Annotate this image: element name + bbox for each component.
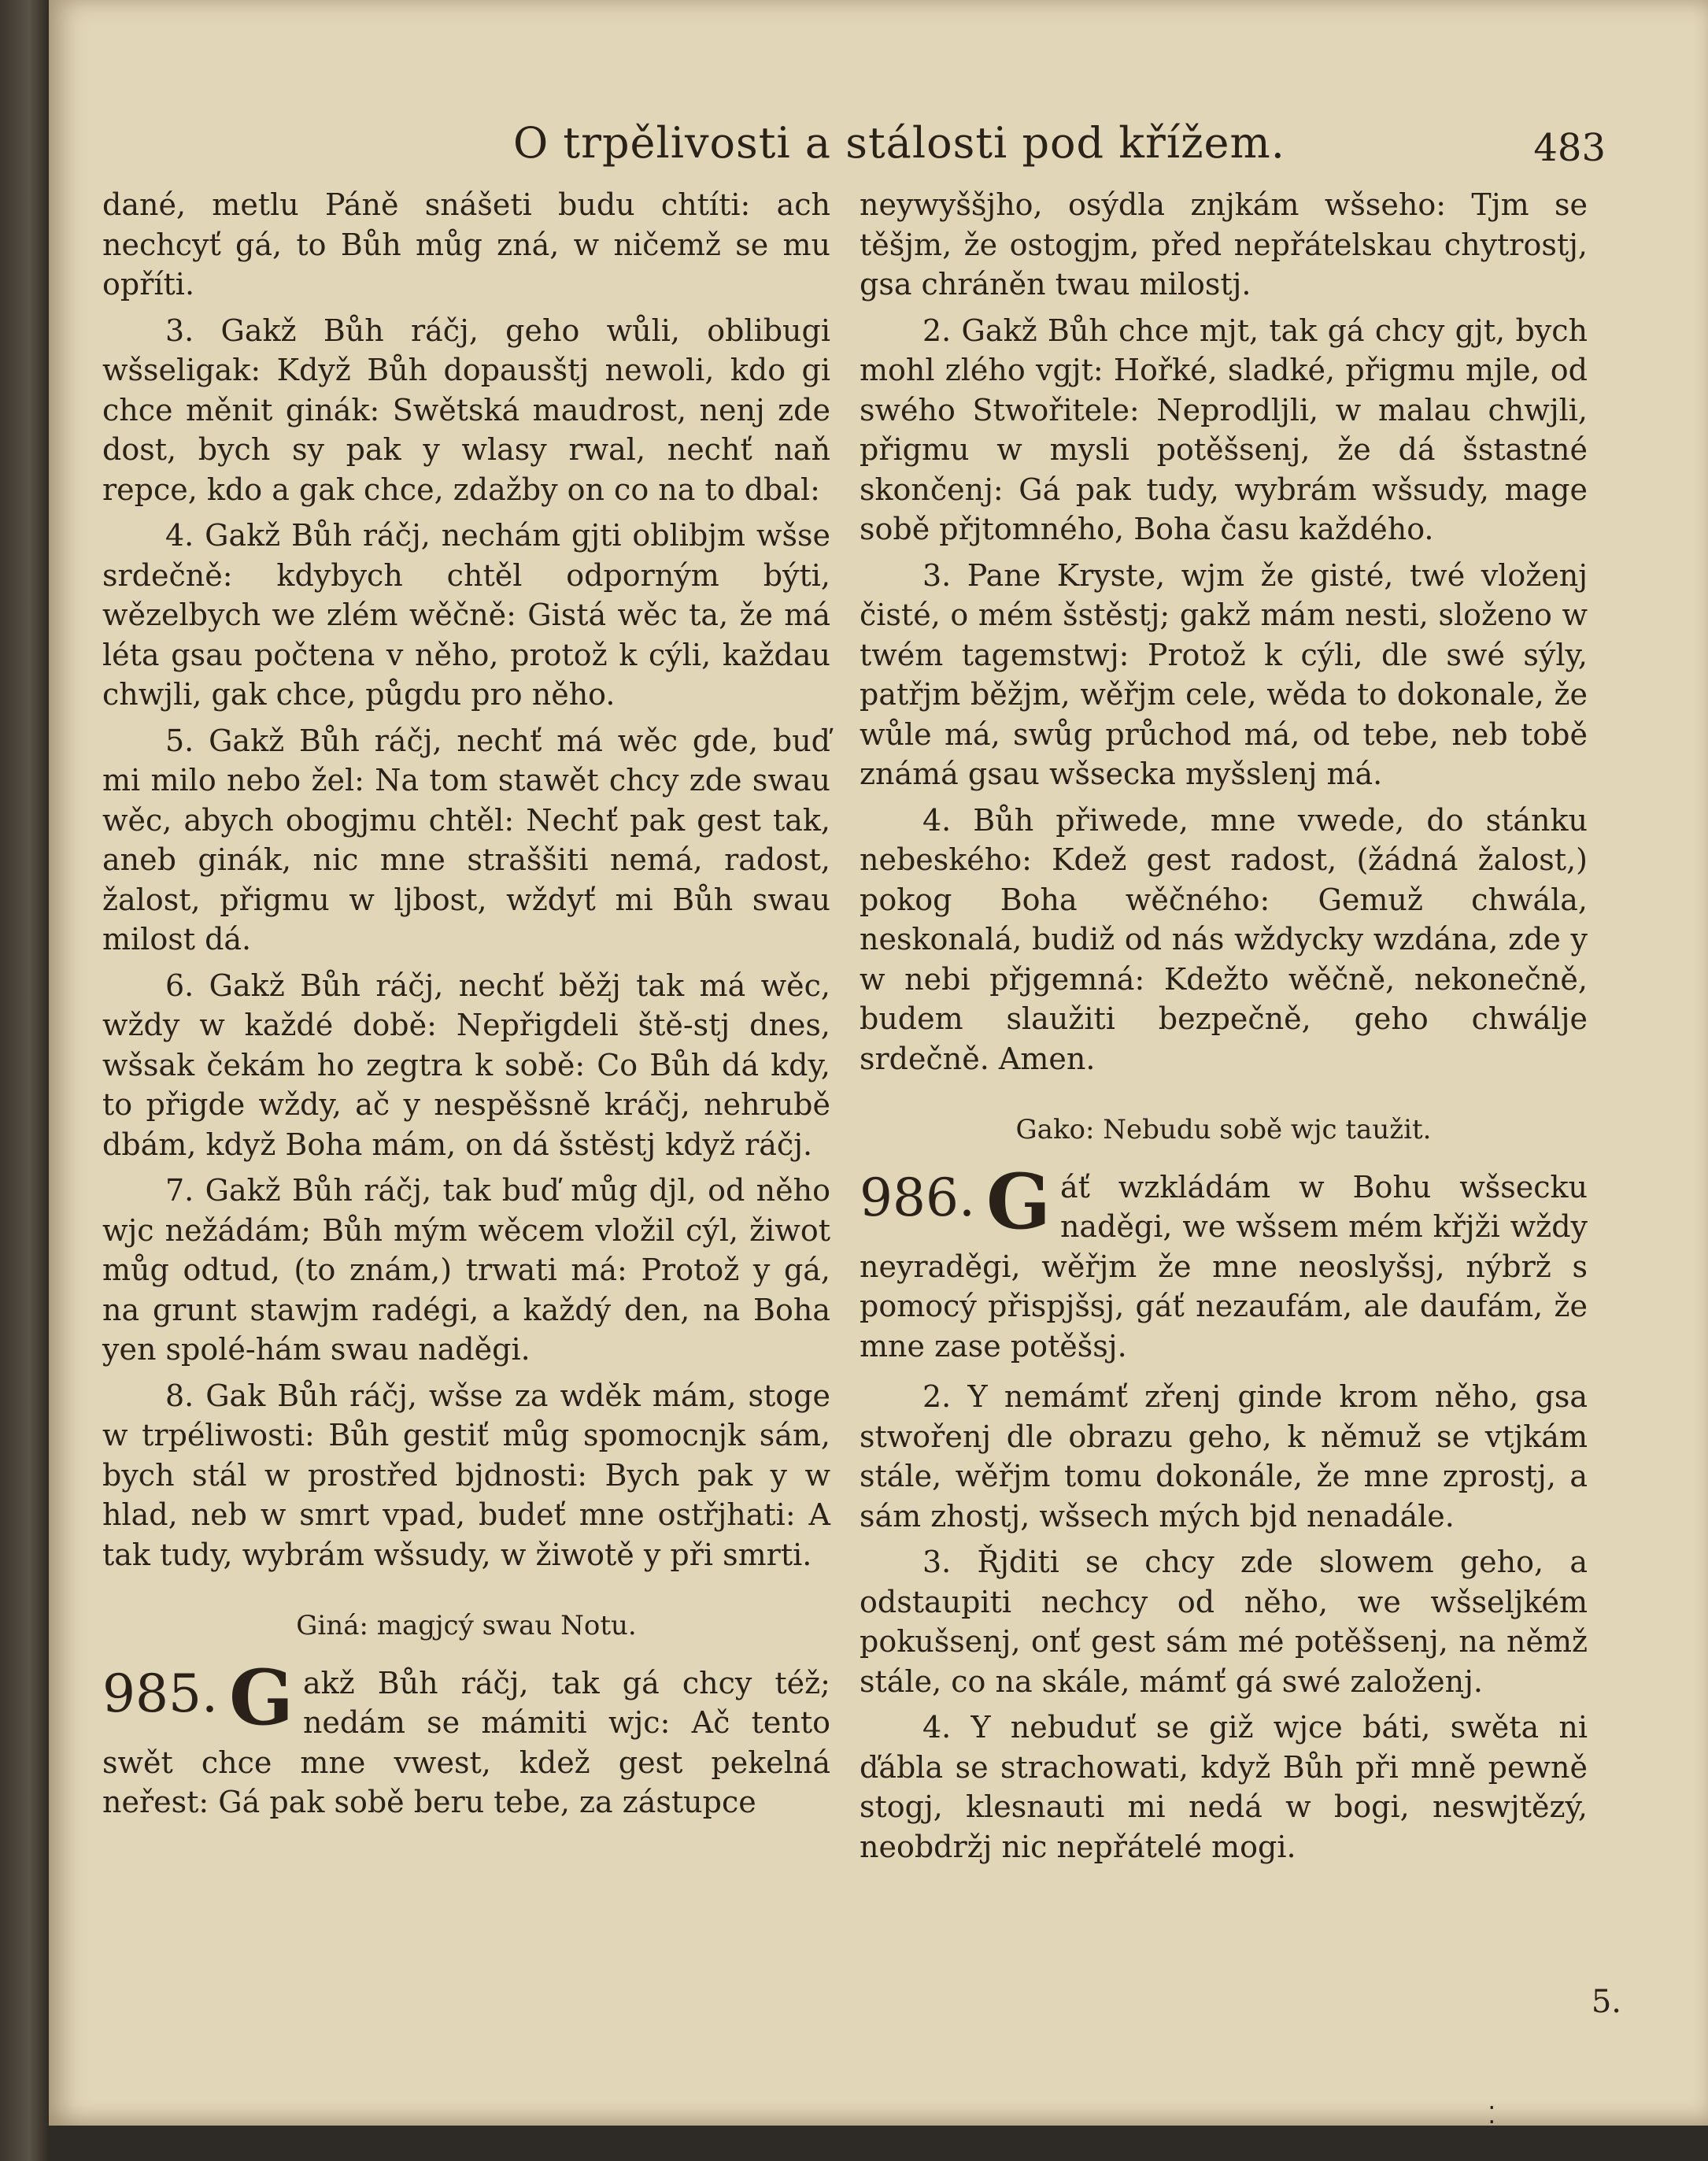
- hymn-985-number: 985.: [102, 1663, 218, 1724]
- stanza-continuation: dané, metlu Páně snášeti budu chtíti: ach nechcyť gá, to Bůh můg zná, w ničemž se mu opříti.: [102, 187, 830, 302]
- catchword: 5.: [1591, 1984, 1621, 2020]
- ink-specks: ⁚: [1488, 2102, 1495, 2130]
- hymn-986-stanza-2: 2. Y nemámť zřenj ginde krom něho, gsa stwořenj dle obrazu geho, k němuž se vtjkám stále, wěřjm tomu dokonále, že mne zprostj, a sám zhostj, wšsech mých bjd nenadále.: [860, 1379, 1588, 1534]
- hymn-986-stanza-4: 4. Y nebuduť se giž wjce báti, swěta ni ďábla se strachowati, když Bůh při mně pewně stogj, klesnauti mi nedá w bogi, neswjtězý, neobdržj nic nepřátelé mogi.: [860, 1710, 1588, 1864]
- running-title: O trpělivosti a stálosti pod křížem.: [513, 118, 1285, 168]
- stanza-3-right: 3. Pane Kryste, wjm že gisté, twé vloženj čisté, o mém šstěstj; gakž mám nesti, složeno w twém tagemstwj: Protož k cýli, dle swé sýly, patřjm běžjm, wěřjm cele, wěda to dokonale, že wůle má, swůg průchod má, od tebe, neb tobě známá gsau wšsecka myšslenj má.: [860, 557, 1588, 791]
- hymn-986-text: áť wzkládám w Bohu wšsecku naděgi, we wšsem mém křjži wždy neyraděgi, wěřjm že mne neoslyšsj, nýbrž s pomocý přispjšsj, gáť nezaufám, ale daufám, že mne zase potěšsj.: [860, 1169, 1588, 1364]
- hymn-986: [860, 1156, 1588, 1367]
- page-header: [49, 118, 1708, 173]
- stanza-4: 4. Gakž Bůh ráčj, nechám gjti oblibjm wšse srdečně: kdybych chtěl odporným býti, wězelbych we zlém wěčně: Gistá wěc ta, že má léta gsau počtena v něho, protož k cýli, každau chwjli, gak chce, půgdu pro něho.: [102, 518, 830, 712]
- stanza-continuation-right: neywyššjho, osýdla znjkám wšseho: Tjm se těšjm, že ostogjm, před nepřátelskau chytrostj, gsa chráněn twau milostj.: [860, 187, 1588, 302]
- hymn-986-number: 986.: [860, 1167, 975, 1228]
- hymn-985-tune: Giná: magjcý swau Notu.: [296, 1610, 637, 1641]
- stanza-4-right: 4. Bůh přiwede, mne vwede, do stánku nebeského: Kdež gest radost, (žádná žalost,) pokog Boha wěčného: Gemuž chwála, neskonalá, budiž od nás wždycky wzdána, zde y w nebi přjgemná: Kdežto wěčně, nekonečně, budem slaužiti bezpečně, geho chwálje srdečně. Amen.: [860, 802, 1588, 1076]
- hymn-985-text: akž Bůh ráčj, tak gá chcy též; nedám se mámiti wjc: Ač tento swět chce mne vwest, kdež gest pekelná neřest: Gá pak sobě beru tebe, za zástupce: [102, 1665, 830, 1819]
- right-column: [860, 185, 1588, 1873]
- hymn-986-stanza-3: 3. Řjditi se chcy zde slowem geho, a odstaupiti nechcy od něho, we wšseljkém pokušsenj, onť gest sám mé potěšsenj, na němž stále, co na skále, mámť gá swé založenj.: [860, 1545, 1588, 1699]
- stanza-2-right: 2. Gakž Bůh chce mjt, tak gá chcy gjt, bych mohl zlého vgjt: Hořké, sladké, přigmu mjle, od swého Stwořitele: Neprodljli, w malau chwjli, přigmu w mysli potěšsenj, že dá šstastné skončenj: Gá pak tudy, wybrám wšsudy, mage sobě přjtomného, Boha času každého.: [860, 313, 1588, 546]
- stanza-5: 5. Gakž Bůh ráčj, nechť má wěc gde, buď mi milo nebo žel: Na tom stawět chcy zde swau wěc, abych obogjmu chtěl: Nechť pak gest tak, aneb ginák, nic mne straššiti nemá, radost, žalost, přigmu w ljbost, wždyť mi Bůh swau milost dá.: [102, 723, 830, 957]
- book-page: [49, 0, 1708, 2130]
- stanza-6: 6. Gakž Bůh ráčj, nechť běžj tak má wěc, wždy w každé době: Nepřigdeli ště-stj dnes, wšsak čekám ho zegtra k sobě: Co Bůh dá kdy, to přigde wždy, ač y nespěšsně kráčj, nehrubě dbám, když Boha mám, on dá šstěstj když ráčj.: [102, 968, 830, 1162]
- stanza-7: 7. Gakž Bůh ráčj, tak buď můg djl, od něho wjc nežádám; Bůh mým wěcem vložil cýl, žiwot můg odtud, (to znám,) trwati má: Protož y gá, na grunt stawjm radégi, a každý den, na Boha yen spolé-hám swau naděgi.: [102, 1173, 830, 1367]
- hymn-986-tune: Gako: Nebudu sobě wjc taužit.: [1015, 1114, 1432, 1145]
- left-column: [102, 185, 830, 1822]
- book-spine-shadow: [0, 0, 49, 2161]
- stanza-8: 8. Gak Bůh ráčj, wšse za wděk mám, stoge w trpéliwosti: Bůh gestiť můg spomocnjk sám, bych stál w prostřed bjdnosti: Bych pak y w hlad, neb w smrt vpad, budeť mne ostřjhati: A tak tudy, wybrám wšsudy, w žiwotě y při smrti.: [102, 1378, 830, 1572]
- hymn-986-dropcap: G: [985, 1156, 1051, 1246]
- page-number: 483: [1533, 126, 1606, 170]
- hymn-985: [102, 1652, 830, 1822]
- hymn-985-dropcap: G: [228, 1652, 294, 1742]
- stanza-3: 3. Gakž Bůh ráčj, geho wůli, oblibugi wšseligak: Když Bůh dopausštj newoli, kdo gi chce měnit ginák: Swětská maudrost, nenj zde dost, bych sy pak y wlasy rwal, nechť naň repce, kdo a gak chce, zdažby on co na to dbal:: [102, 313, 830, 507]
